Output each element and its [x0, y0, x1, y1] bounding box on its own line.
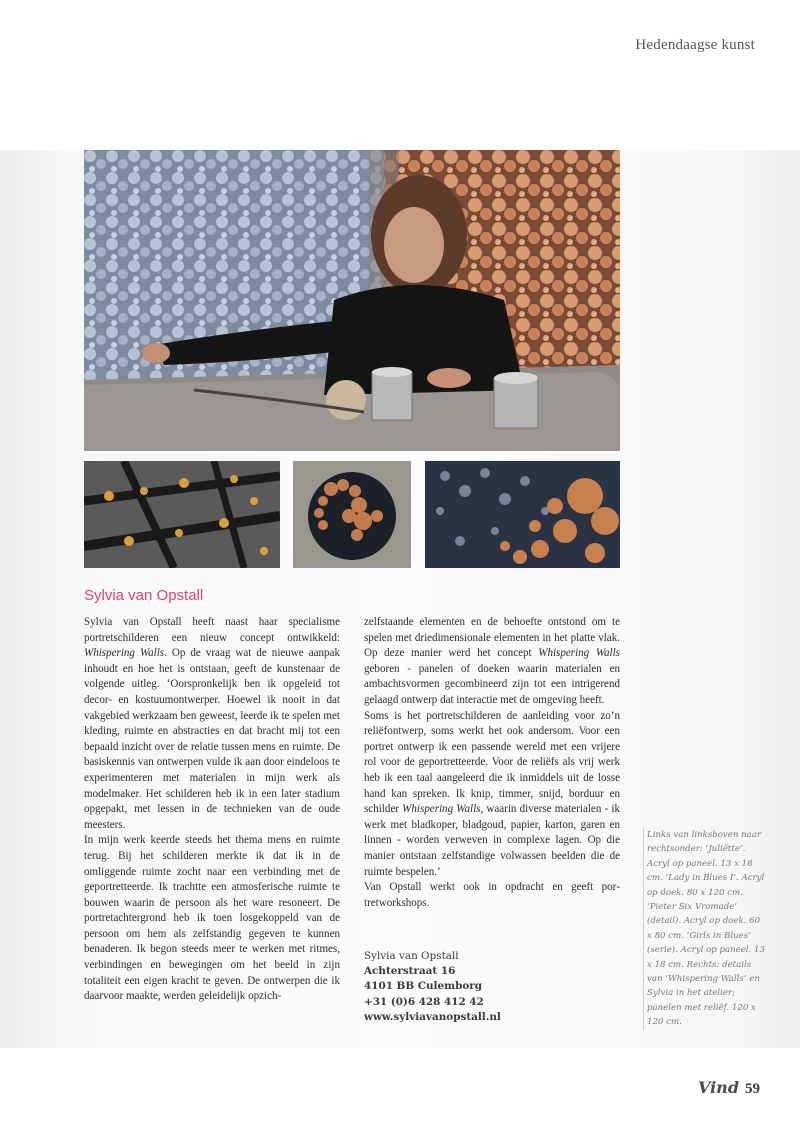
- article-column-left: [84, 615, 340, 1005]
- paragraph: Soms is het portretschilderen de aanleiding voor zo’n reliëfontwerp, soms werkt het ook andersom. Voor een portret ontwerp ik een passende wereld met een vrijere rol voor de geportretteerde. Voor de reliëfs als vrij werk heb ik een taal aangeleerd die ik inmiddels uit de losse hand kan spreken. Ik knip, timmer, snijd, borduur en schilder Whispering Walls, waarin diverse materialen - ik werk met bladkoper, bladgoud, papier, karton, garen en linnen - worden verweven in complexe lagen. Op die manier ontstaan zelfstandige volwassen beelden die de ruimte bespelen.’: [364, 709, 620, 878]
- contact-city: 4101 BB Culemborg: [364, 980, 483, 993]
- photo-artist-at-work: [84, 150, 620, 451]
- paragraph: Sylvia van Opstall heeft naast haar specialisme portretschilderen een nieuw concept ontwikkeld: Whispering Walls. Op de vraag wat de nieuwe aanpak inhoudt en hoe het is ontstaan, geeft de kunstenaar de volgende uitleg. ‘Oorspronkelijk ben ik opgeleid tot decor- en kostuumontwerper. Hoewel ik nooit in dat vakgebied werkzaam ben geweest, leerde ik te spelen met kleding, ruimte en abstracties en dat bracht mij tot een bepaald inzicht over de relatie tussen mens en ruimte. De basiskennis van ontwerpen vulde ik aan door eindeloos te experimenteren met materialen in mijn werk als modelmaker. Het schilderen heb ik in een later stadium opgepakt, met lessen in de technieken van de oude meesters.: [84, 616, 340, 831]
- magazine-logo: Vind: [697, 1078, 739, 1097]
- paragraph: zelfstaande elementen en de behoefte ontstond om te spelen met driedimensionale elementen in het platte vlak. Op deze manier werd het concept Whispering Walls geboren - panelen of doeken waarin materialen en ambachtsvormen gecombineerd zijn tot een intrigerend gelaagd ontwerp dat interactie met de omgeving heeft.: [364, 616, 620, 706]
- section-title: Hedendaagse kunst: [635, 37, 755, 53]
- contact-street: Achterstraat 16: [364, 965, 456, 978]
- paragraph: In mijn werk keerde steeds het thema mens en ruimte terug. Bij het schilderen merkte ik dat ik in de omliggende ruimte zocht naar een verbinding met de geportretteerde. Ik trachtte een atmosferische ruimte te bouwen waarin de persoon als het ware resoneert. De portretachtergrond heb ik toen losgekoppeld van de persoon om hem als zelfstandig gegeven te kunnen benaderen. Ik begon steeds meer te werken met ritmes, verbindingen en bewegingen om het beeld in zijn totaliteit een eigen kracht te geven. De ontwerpen die ik daarvoor maakte, werden geleidelijk opzich-: [84, 834, 340, 1003]
- page-number: 59: [745, 1081, 760, 1097]
- article-title: Sylvia van Opstall: [84, 587, 204, 604]
- photo-caption: Links van linksboven naar rechtsonder: ‘Juliëtte’. Acryl op paneel. 13 x 18 cm. ‘Lady in Blues I’. Acryl op doek. 80 x 120 cm. ‘Pieter Six Vromade’ (detail). Acryl op doek. 60 x 80 cm. ‘Girls in Blues’ (serie). Acryl op paneel. 13 x 18 cm. Rechts: details van ‘Whispering Walls’ en Sylvia in het atelier; panelen met reliëf. 120 x 120 cm.: [643, 828, 765, 1030]
- paragraph: Van Opstall werkt ook in opdracht en geeft portretworkshops.: [364, 881, 620, 909]
- photo-detail-juliette: [84, 461, 280, 568]
- contact-block: [364, 949, 501, 1025]
- photo-detail-lady-in-blues: [293, 461, 411, 568]
- article-column-right: [364, 615, 620, 911]
- contact-website-link[interactable]: www.sylviavanopstall.nl: [364, 1010, 501, 1023]
- contact-phone: +31 (0)6 428 412 42: [364, 995, 484, 1008]
- photo-detail-pieter-six-vromade: [425, 461, 620, 568]
- contact-name: Sylvia van Opstall: [364, 950, 459, 962]
- page-footer: [698, 1078, 760, 1098]
